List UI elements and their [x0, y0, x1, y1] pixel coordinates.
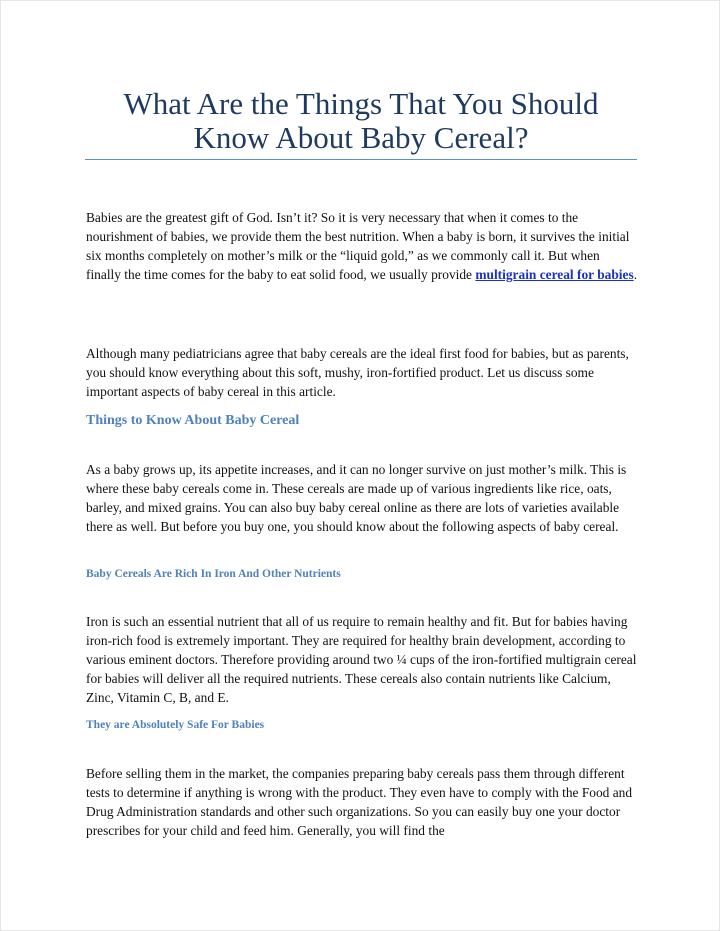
pediatricians-paragraph: Although many pediatricians agree that baby cereals are the ideal first food for babies, but as parents, you should know everything about this soft, mushy, iron-fortified product. Let us discuss some important aspects of baby cereal in this article. — [86, 346, 629, 399]
appetite-paragraph: As a baby grows up, its appetite increases, and it can no longer survive on just mother’s milk. This is where these baby cereals come in. These cereals are made up of various ingredients like rice, oats, barley, and mixed grains. You can also buy baby cereal online as there are lots of varieties available there as well. But before you buy one, you should know about the following aspects of baby cereal. — [86, 462, 627, 534]
intro-paragraph — [86, 208, 638, 284]
title-line-2: Know About Baby Cereal? — [193, 120, 529, 155]
title-underline — [85, 159, 637, 160]
intro-period: . — [633, 267, 638, 282]
subheading-iron-nutrients: Baby Cereals Are Rich In Iron And Other Nutrients — [86, 568, 341, 580]
subheading-safe-for-babies: They are Absolutely Safe For Babies — [86, 719, 265, 731]
page-title — [85, 87, 637, 155]
section-heading-things-to-know: Things to Know About Baby Cereal — [86, 413, 300, 428]
iron-paragraph: Iron is such an essential nutrient that all of us require to remain healthy and fit. But for babies having iron-rich food is extremely important. They are required for healthy brain development, according to various eminent doctors. Therefore providing around two ¼ cups of the iron-fortified multigrain cereal for babies will deliver all the required nutrients. These cereals also contain nutrients like Calcium, Zinc, Vitamin C, B, and E. — [86, 614, 637, 705]
title-line-1: What Are the Things That You Should — [123, 86, 599, 121]
intro-text: Babies are the greatest gift of God. Isn’t it? So it is very necessary that when it comes to the nourishment of babies, we provide them the best nutrition. When a baby is born, it survives the initial six months completely on mother’s milk or the “liquid gold,” as we commonly call it. But when finally the time comes for the baby to eat solid food, we usually provide — [86, 210, 630, 282]
safety-paragraph: Before selling them in the market, the companies preparing baby cereals pass them through different tests to determine if anything is wrong with the product. They even have to comply with the Food and Drug Administration standards and other such organizations. So you can easily buy one your doctor prescribes for your child and feed him. Generally, you will find the — [86, 766, 633, 838]
multigrain-cereal-link[interactable]: multigrain cereal for babies — [475, 267, 634, 282]
